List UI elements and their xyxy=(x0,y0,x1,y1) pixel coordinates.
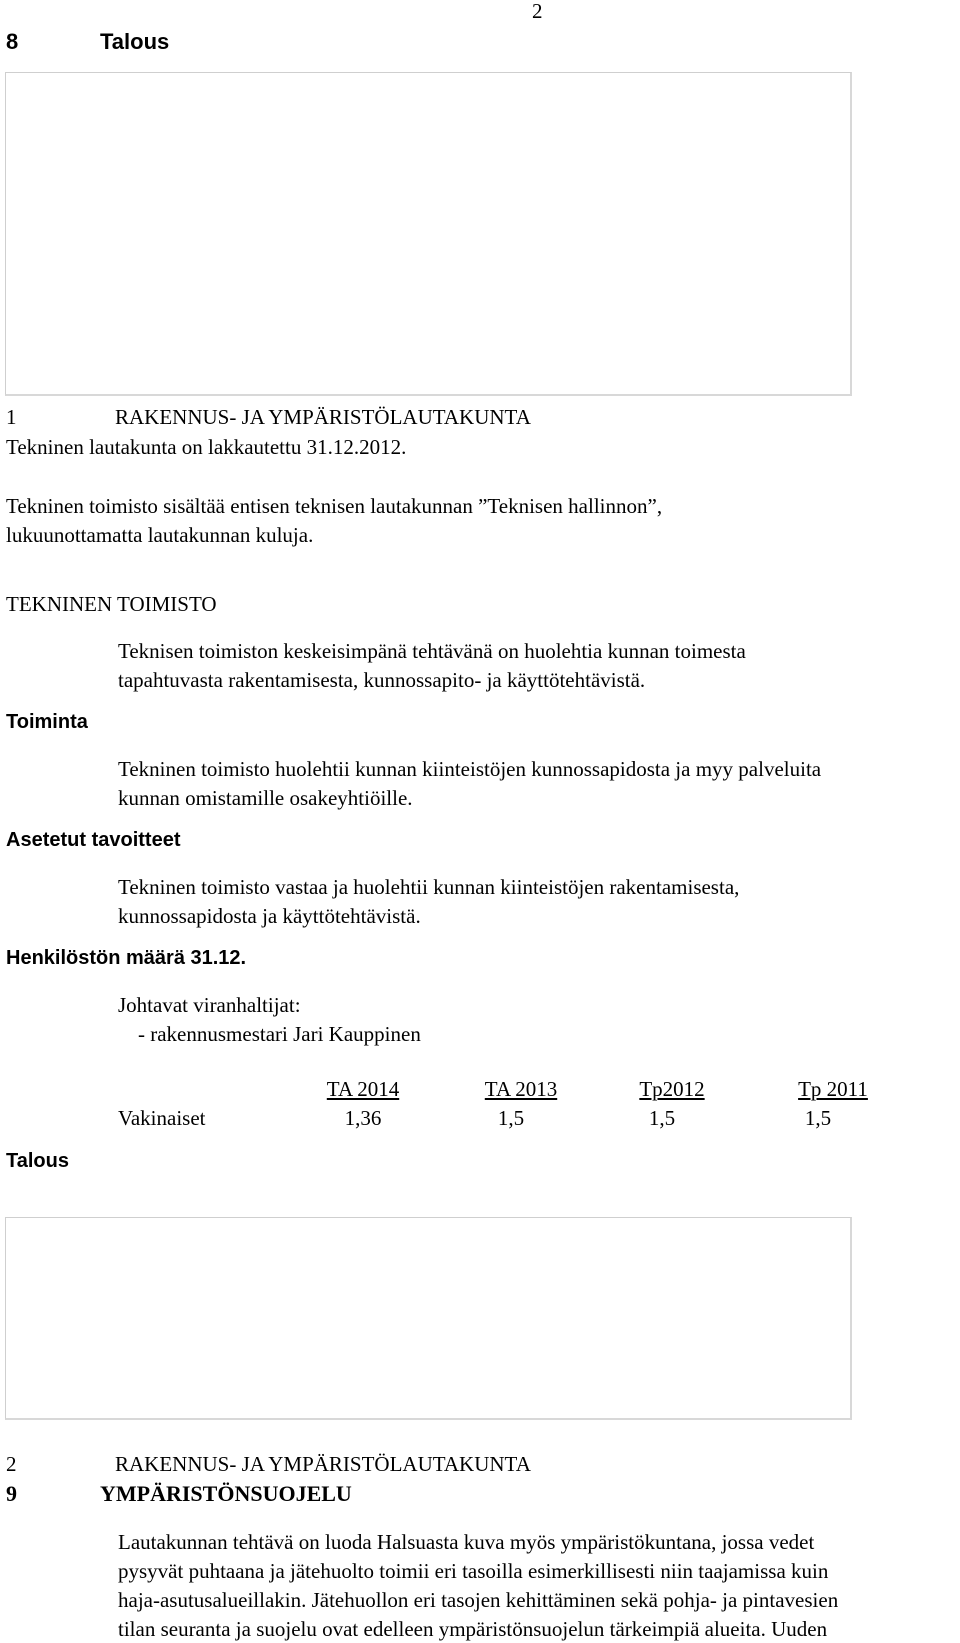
toiminta-text-line: tapahtuvasta rakentamisesta, kunnossapito- ja käyttötehtävistä. xyxy=(118,668,646,692)
section-9-text-line: tilan seuranta ja suojelu ovat edelleen ympäristönsuojelun tärkeimpiä alueita. Uuden xyxy=(118,1617,828,1641)
section-9-text-line: haja-asutusalueillakin. Jätehuollon eri tasojen kehittäminen sekä pohja- ja pintavesien xyxy=(118,1588,839,1612)
embedded-frame xyxy=(5,1217,852,1420)
section-9-text-line: pysyvät puhtaana ja jätehuolto toimii eri tasoilla esimerkillisesti niin taajamissa kuin xyxy=(118,1559,829,1583)
page-number: 2 xyxy=(532,0,543,23)
leaders-item: - rakennusmestari Jari Kauppinen xyxy=(138,1022,421,1046)
section-8-number: 8 xyxy=(6,29,19,54)
toiminta-text-line: Tekninen toimisto huolehtii kunnan kiinteistöjen kunnossapidosta ja myy palveluita xyxy=(118,757,822,781)
embedded-frame xyxy=(5,72,852,396)
table-cell: 1,36 xyxy=(344,1106,382,1130)
tavoitteet-text-line: Tekninen toimisto vastaa ja huolehtii kunnan kiinteistöjen rakentamisesta, xyxy=(118,875,740,899)
tavoitteet-text-line: kunnossapidosta ja käyttötehtävistä. xyxy=(118,904,421,928)
table-cell: 1,5 xyxy=(804,1106,832,1130)
block-1-paragraph-line: Tekninen toimisto sisältää entisen teknisen lautakunnan ”Teknisen hallinnon”, xyxy=(6,494,663,518)
block-1-paragraph-line: lukuunottamatta lautakunnan kuluja. xyxy=(6,523,314,547)
section-9-title: YMPÄRISTÖNSUOJELU xyxy=(100,1481,352,1506)
table-header: Tp2012 xyxy=(639,1077,705,1101)
block-2-heading: RAKENNUS- JA YMPÄRISTÖLAUTAKUNTA xyxy=(115,1452,531,1476)
block-2-label: 2 xyxy=(6,1452,17,1476)
table-cell: 1,5 xyxy=(497,1106,525,1130)
table-row-label: Vakinaiset xyxy=(118,1106,206,1130)
table-header: Tp 2011 xyxy=(798,1077,868,1101)
block-1-note: Tekninen lautakunta on lakkautettu 31.12.2012. xyxy=(6,435,407,459)
label-tavoitteet: Asetetut tavoitteet xyxy=(6,829,181,851)
leaders-title: Johtavat viranhaltijat: xyxy=(118,993,301,1017)
table-cell: 1,5 xyxy=(648,1106,676,1130)
office-title: TEKNINEN TOIMISTO xyxy=(6,592,217,616)
section-9-number: 9 xyxy=(6,1481,17,1506)
toiminta-text-line: kunnan omistamille osakeyhtiöille. xyxy=(118,786,413,810)
table-header: TA 2014 xyxy=(326,1077,400,1101)
block-1-label: 1 xyxy=(6,405,17,429)
section-8-title: Talous xyxy=(100,29,170,54)
section-9-text-line: Lautakunnan tehtävä on luoda Halsuasta kuva myös ympäristökuntana, jossa vedet xyxy=(118,1530,815,1554)
label-toiminta: Toiminta xyxy=(6,711,88,733)
label-talous: Talous xyxy=(6,1150,69,1172)
label-henkilosto: Henkilöstön määrä 31.12. xyxy=(6,947,247,969)
toiminta-text-line: Teknisen toimiston keskeisimpänä tehtävänä on huolehtia kunnan toimesta xyxy=(118,639,746,663)
block-1-heading: RAKENNUS- JA YMPÄRISTÖLAUTAKUNTA xyxy=(115,405,531,429)
table-header: TA 2013 xyxy=(484,1077,558,1101)
